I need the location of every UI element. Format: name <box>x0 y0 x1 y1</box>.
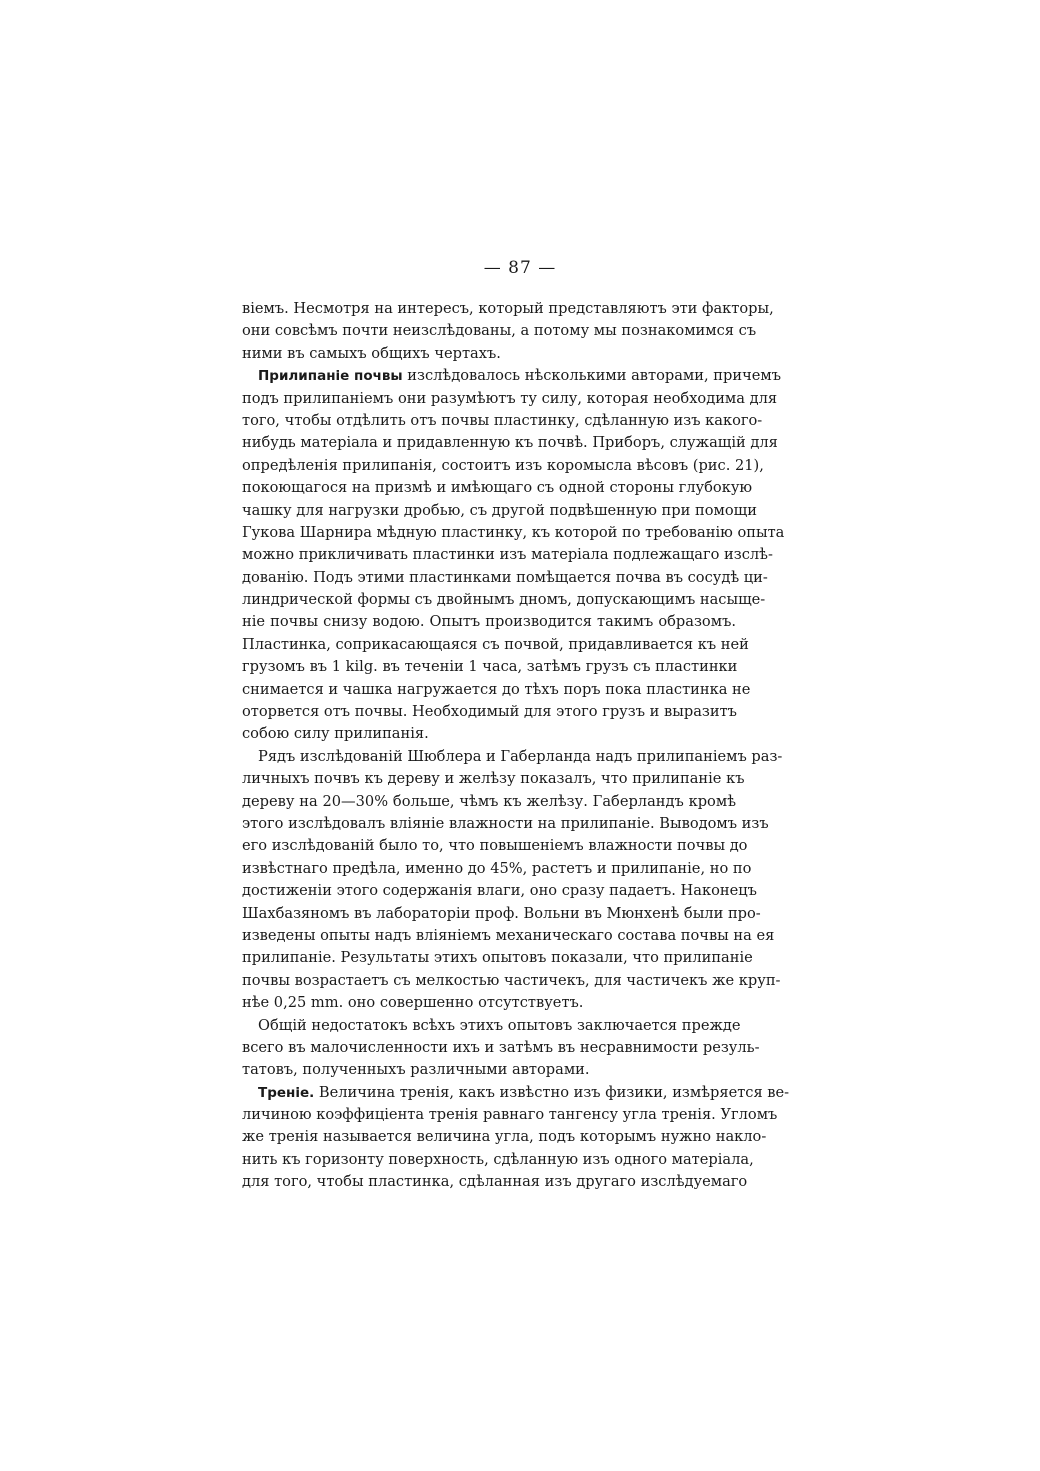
paragraph <box>242 298 774 365</box>
text-line: того, чтобы отдѣлить отъ почвы пластинку, сдѣланную изъ какого- <box>242 411 763 429</box>
text-line: линдрической формы съ двойнымъ дномъ, допускающимъ насыще- <box>242 591 766 609</box>
text-line: личныхъ почвъ къ дереву и желѣзу показалъ, что прилипаніе къ <box>242 770 745 788</box>
text-line: всего въ малочисленности ихъ и затѣмъ въ несравнимости резуль- <box>242 1038 760 1056</box>
text-line: дереву на 20—30% больше, чѣмъ къ желѣзу. Габерландъ кромѣ <box>242 792 736 810</box>
text-line: этого изслѣдовалъ вліяніе влажности на прилипаніе. Выводомъ изъ <box>242 814 769 832</box>
text-line: ними въ самыхъ общихъ чертахъ. <box>242 344 501 362</box>
paragraph-lead: Прилипаніе почвы <box>258 368 403 385</box>
text-line <box>242 1082 790 1104</box>
text-line: его изслѣдованій было то, что повышеніемъ влажности почвы до <box>242 837 748 855</box>
text-line: татовъ, полученныхъ различными авторами. <box>242 1061 590 1079</box>
text-line: опредѣленія прилипанія, состоитъ изъ коромысла вѣсовъ (рис. 21), <box>242 456 764 474</box>
text-line: достиженіи этого содержанія влаги, оно сразу падаетъ. Наконецъ <box>242 882 757 900</box>
text-line: они совсѣмъ почти неизслѣдованы, а потому мы познакомимся съ <box>242 322 757 340</box>
text-line: Пластинка, соприкасающаяся съ почвой, придавливается къ ней <box>242 635 749 653</box>
text-line-rest: Величина тренія, какъ извѣстно изъ физики, измѣряется ве- <box>318 1083 790 1101</box>
text-line: можно прикличивать пластинки изъ матеріала подлежащаго изслѣ- <box>242 546 773 564</box>
text-line: изведены опыты надъ вліяніемъ механическаго состава почвы на ея <box>242 926 775 944</box>
text-line: покоющагося на призмѣ и имѣющаго съ одной стороны глубокую <box>242 479 753 497</box>
text-line: снимается и чашка нагружается до тѣхъ поръ пока пластинка не <box>242 680 751 698</box>
paragraph <box>242 365 785 746</box>
text-line: нить къ горизонту поверхность, сдѣланную изъ одного матеріала, <box>242 1150 754 1168</box>
text-line: Общій недостатокъ всѣхъ этихъ опытовъ заключается прежде <box>258 1016 741 1034</box>
text-line: Рядъ изслѣдованій Шюблера и Габерланда надъ прилипаніемъ раз- <box>258 747 783 765</box>
text-line: Гукова Шарнира мѣдную пластинку, къ которой по требованію опыта <box>242 523 785 541</box>
paragraph <box>242 1082 790 1194</box>
text-line: же тренія называется величина угла, подъ которымъ нужно накло- <box>242 1128 767 1146</box>
text-line: оторвется отъ почвы. Необходимый для этого грузъ и выразитъ <box>242 703 737 721</box>
text-line: дованію. Подъ этими пластинками помѣщается почва въ сосудѣ ци- <box>242 568 768 586</box>
text-line: ніе почвы снизу водою. Опытъ производится такимъ образомъ. <box>242 613 736 631</box>
text-line: для того, чтобы пластинка, сдѣланная изъ другаго изслѣдуемаго <box>242 1173 748 1191</box>
body-text <box>242 298 790 1194</box>
text-line: Шахбазяномъ въ лабораторіи проф. Вольни въ Мюнхенѣ были про- <box>242 904 761 922</box>
text-line: извѣстнаго предѣла, именно до 45%, растетъ и прилипаніе, но по <box>242 859 752 877</box>
paragraph-lead: Треніе. <box>258 1084 315 1101</box>
text-line: почвы возрастаетъ съ мелкостью частичекъ, для частичекъ же круп- <box>242 971 781 989</box>
text-line: нибудь матеріала и придавленную къ почвѣ. Приборъ, служащій для <box>242 434 778 452</box>
page-number: — 87 — <box>483 258 557 278</box>
paragraph <box>242 1015 760 1082</box>
text-line: нѣе 0,25 mm. оно совершенно отсутствуетъ. <box>242 994 584 1012</box>
text-line: личиною коэффиціента тренія равнаго тангенсу угла тренія. Угломъ <box>242 1106 778 1124</box>
text-line: віемъ. Несмотря на интересъ, который представляютъ эти факторы, <box>242 300 774 317</box>
text-line: собою силу прилипанія. <box>242 725 429 743</box>
text-line: грузомъ въ 1 kilg. въ теченіи 1 часа, затѣмъ грузъ съ пластинки <box>242 658 738 676</box>
paragraph <box>242 746 783 1015</box>
text-line: прилипаніе. Результаты этихъ опытовъ показали, что прилипаніе <box>242 949 753 967</box>
text-line-rest: изслѣдовалось нѣсколькими авторами, причемъ <box>407 367 781 385</box>
text-line: подъ прилипаніемъ они разумѣютъ ту силу, которая необходима для <box>242 389 778 407</box>
text-line <box>242 365 781 387</box>
text-line: чашку для нагрузки дробью, съ другой подвѣшенную при помощи <box>242 501 757 519</box>
